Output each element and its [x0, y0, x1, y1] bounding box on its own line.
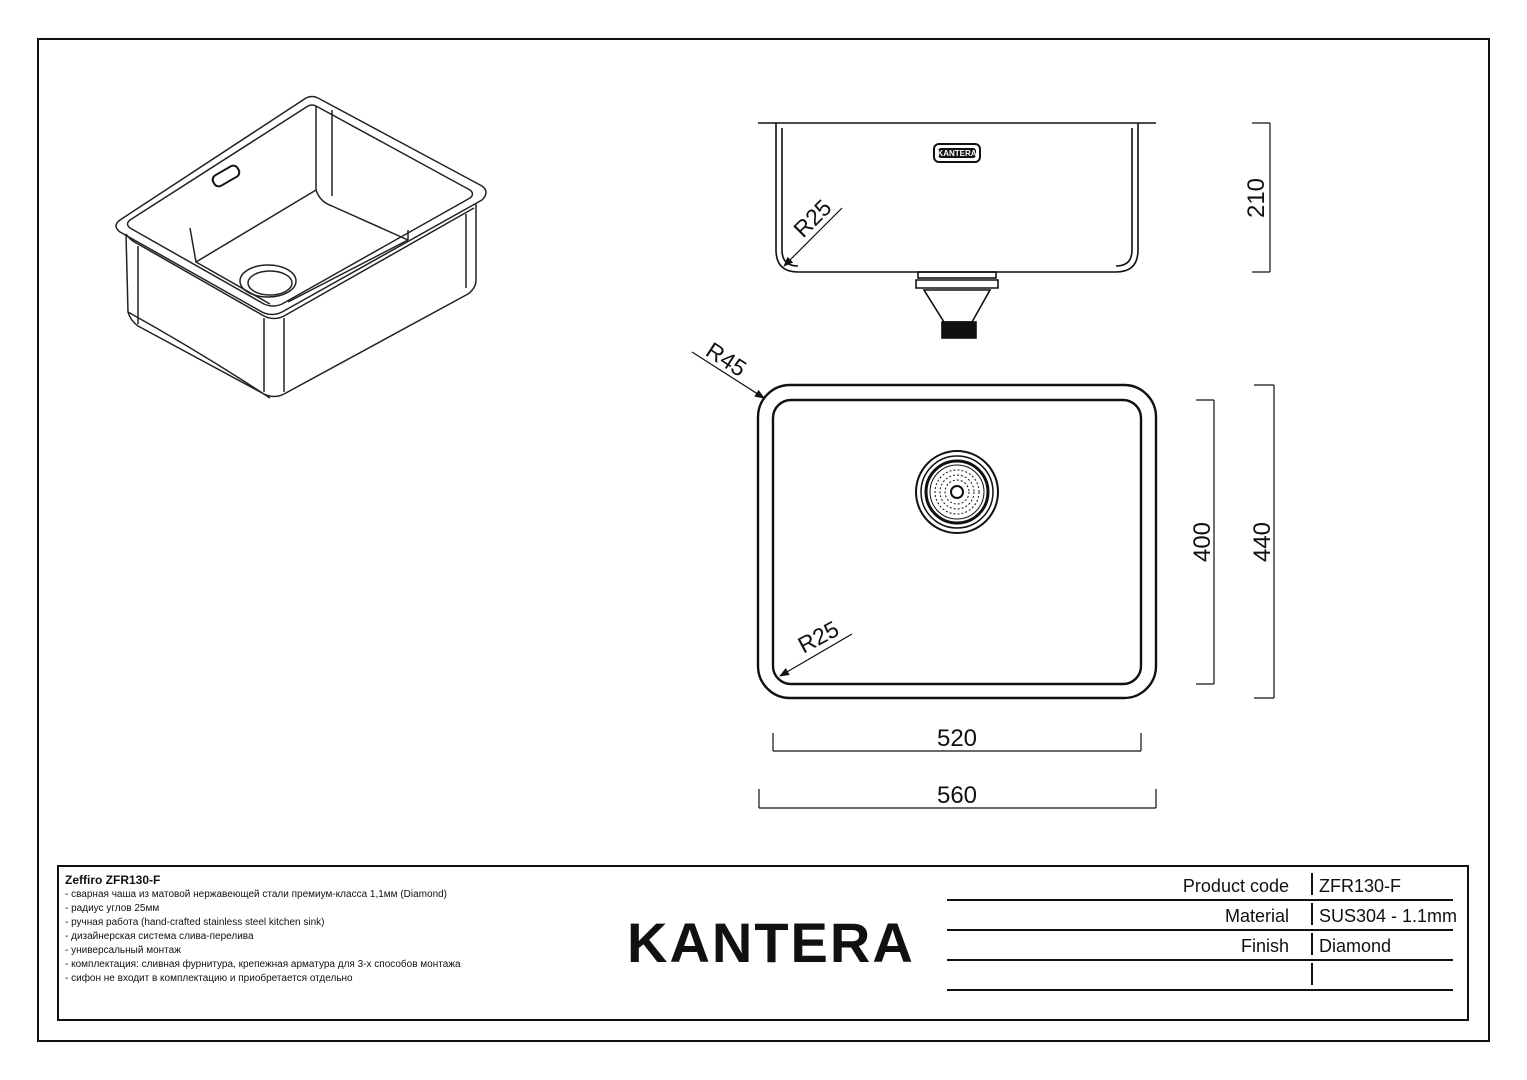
inner-radius-label: R25 [793, 615, 843, 659]
feature-item: - сварная чаша из матовой нержавеющей стали премиум-класса 1,1мм (Diamond) [65, 889, 448, 900]
spec-row-material [947, 901, 1458, 931]
spec-divider [1311, 873, 1313, 895]
dimension-520-label: 520 [936, 725, 978, 752]
spec-value: SUS304 - 1.1mm [1319, 906, 1458, 926]
spec-value: Diamond [1319, 936, 1392, 956]
drain-plate-label: KANTERA [937, 149, 977, 158]
spec-divider [1311, 933, 1313, 955]
spec-divider [1311, 963, 1313, 985]
feature-item: - ручная работа (hand-crafted stainless steel kitchen sink) [65, 917, 325, 928]
spec-row-empty [947, 961, 1453, 991]
feature-item: - комплектация: сливная фурнитура, крепежная арматура для 3-х способов монтажа [65, 959, 461, 970]
feature-item: - универсальный монтаж [65, 945, 181, 956]
title-block [57, 865, 1469, 1021]
side-radius-label: R25 [788, 194, 837, 243]
spec-label: Finish [1240, 936, 1289, 956]
dimension-560-label: 560 [936, 782, 978, 809]
spec-label: Material [1224, 906, 1289, 926]
drain-strainer-icon [916, 451, 998, 533]
outer-radius-label: R45 [701, 336, 752, 382]
spec-table [947, 871, 1458, 991]
dimension-440-label: 440 [1249, 521, 1276, 563]
product-name: Zeffiro ZFR130-F [65, 873, 161, 887]
spec-row-finish [947, 931, 1453, 961]
feature-item: - радиус углов 25мм [65, 903, 160, 914]
isometric-view [116, 97, 486, 399]
spec-row-product-code [947, 871, 1453, 901]
spec-value: ZFR130-F [1319, 876, 1402, 896]
dimension-400-label: 400 [1189, 521, 1216, 563]
feature-list [65, 888, 605, 986]
product-description [65, 873, 605, 986]
dimension-210-label: 210 [1243, 177, 1270, 219]
feature-item: - дизайнерская система слива-перелива [65, 931, 254, 942]
feature-item: - сифон не входит в комплектацию и приобретается отдельно [65, 973, 353, 984]
spec-divider [1311, 903, 1313, 925]
brand-logo: KANTERA [627, 911, 915, 974]
spec-label: Product code [1182, 876, 1289, 896]
